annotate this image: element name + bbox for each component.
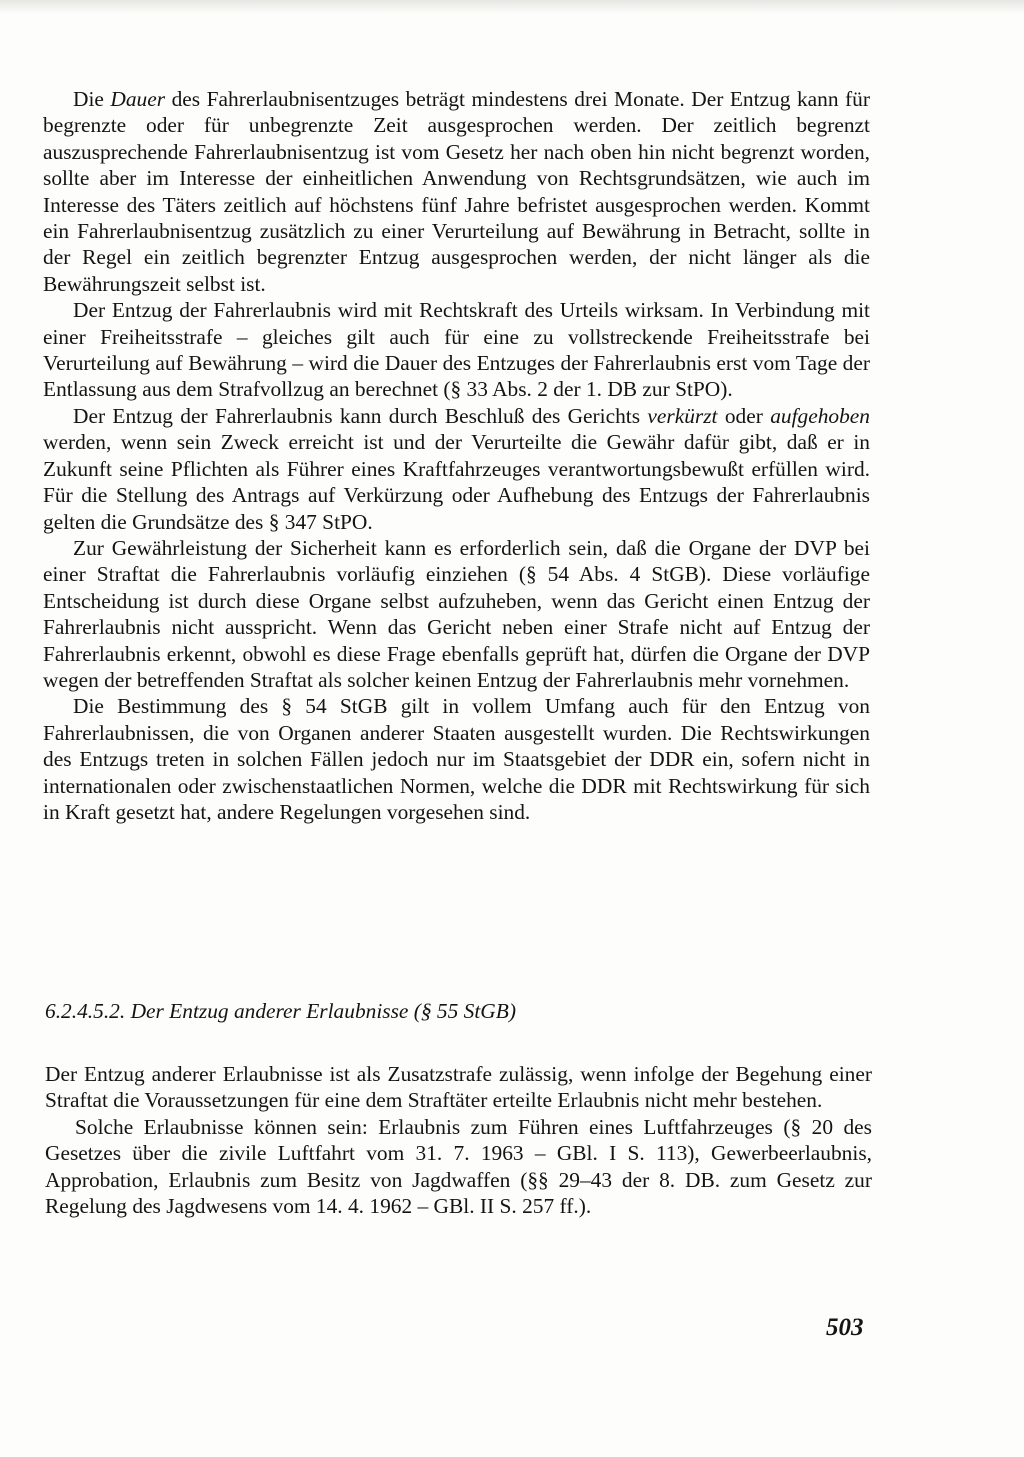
paragraph-duration-post: des Fahrerlaubnisentzuges beträgt mindestens drei Monate. Der Entzug kann für begrenzte oder für unbegrenzte Zeit ausgesprochen werden. Der zeitlich begrenzt auszusprechende Fahrerlaubnisentzug ist vom Gesetz her nach oben hin nicht begrenzt worden, sollte aber im Interesse der einheitlichen Anwendung von Rechtsgrundsätzen, wie auch im Interesse des Täters zeitlich auf höchstens fünf Jahre befristet ausgesprochen werden. Kommt ein Fahrerlaubnisentzug zusätzlich zu einer Verurteilung auf Bewährung in Betracht, sollte in der Regel ein zeitlich begrenzter Entzug ausgesprochen werden, der nicht länger als die Bewährungszeit selbst ist.	[43, 87, 870, 296]
paragraph-provisional-seizure: Zur Gewährleistung der Sicherheit kann es erforderlich sein, daß die Organe der DVP bei einer Straftat die Fahrerlaubnis vorläufig einziehen (§ 54 Abs. 4 StGB). Diese vorläufige Entscheidung ist durch diese Organe selbst aufzuheben, wenn das Gericht einen Entzug der Fahrerlaubnis nicht ausspricht. Wenn das Gericht neben einer Strafe nicht auf Entzug der Fahrerlaubnis erkennt, obwohl es diese Frage ebenfalls geprüft hat, dürfen die Organe der DVP wegen der betreffenden Straftat als solcher keinen Entzug der Fahrerlaubnis mehr vornehmen.	[43, 535, 870, 692]
emphasis-aufgehoben: aufgehoben	[770, 403, 870, 428]
paragraph-duration-pre: Die	[73, 87, 111, 111]
page-number: 503	[826, 1314, 864, 1341]
paragraph-foreign-licenses: Die Bestimmung des § 54 StGB gilt in vollem Umfang auch für den Entzug von Fahrerlaubnissen, die von Organen anderer Staaten ausgestellt wurden. Die Rechtswirkungen des Entzugs treten in solchen Fällen jedoch nur im Staatsgebiet der DDR ein, sofern nicht in internationalen oder zwischenstaatlichen Normen, welche die DDR mit Rechtswirkung für sich in Kraft gesetzt hat, andere Regelungen vorgesehen sind.	[43, 694, 870, 824]
paragraph-other-permits: Der Entzug anderer Erlaubnisse ist als Zusatzstrafe zulässig, wenn infolge der Begehung einer Straftat die Voraussetzungen für eine dem Straftäter erteilte Erlaubnis nicht mehr bestehen.	[45, 1062, 872, 1113]
emphasis-verkuerzt: verkürzt	[647, 403, 718, 428]
body-text	[43, 86, 870, 825]
paragraph-shortening-mid: oder	[717, 403, 771, 428]
emphasis-dauer: Dauer	[110, 87, 166, 111]
paragraph-permit-examples: Solche Erlaubnisse können sein: Erlaubnis zum Führen eines Luftfahrzeuges (§ 20 des Gesetzes über die zivile Luftfahrt vom 31. 7. 1963 – GBl. I S. 113), Gewerbeerlaubnis, Approbation, Erlaubnis zum Besitz von Jagdwaffen (§§ 29–43 der 8. DB. zum Gesetz zur Regelung des Jagdwesens vom 14. 4. 1962 – GBl. II S. 257 ff.).	[45, 1114, 872, 1219]
paragraph-effectiveness: Der Entzug der Fahrerlaubnis wird mit Rechtskraft des Urteils wirksam. In Verbindung mit einer Freiheitsstrafe – gleiches gilt auch für eine zu vollstreckende Freiheitsstrafe bei Verurteilung auf Bewährung – wird die Dauer des Entzuges der Fahrerlaubnis erst vom Tage der Entlassung aus dem Strafvollzug an berechnet (§ 33 Abs. 2 der 1. DB zur StPO).	[43, 298, 870, 402]
paragraph-shortening	[43, 403, 870, 535]
section-body-text	[45, 1061, 872, 1219]
paragraph-shortening-post: werden, wenn sein Zweck erreicht ist und der Verurteilte die Gewähr dafür gibt, daß er in Zukunft seine Pflichten als Führer eines Kraftfahrzeuges verantwortungsbewußt erfüllen wird. Für die Stellung des Antrags auf Verkürzung oder Aufhebung des Entzugs der Fahrerlaubnis gelten die Grundsätze des § 347 StPO.	[43, 430, 870, 534]
section-heading: 6.2.4.5.2. Der Entzug anderer Erlaubnisse (§ 55 StGB)	[45, 999, 516, 1023]
scan-edge-shadow	[0, 0, 1024, 14]
paragraph-shortening-pre: Der Entzug der Fahrerlaubnis kann durch Beschluß des Gerichts	[73, 403, 648, 428]
paragraph-duration	[43, 86, 870, 297]
